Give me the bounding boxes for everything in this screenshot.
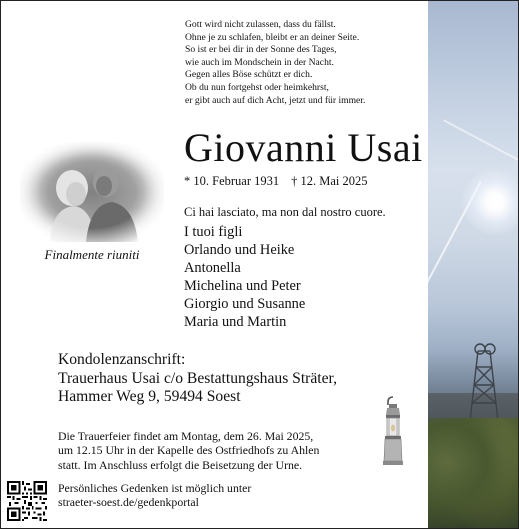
family-list [184, 223, 305, 331]
poem-line: Ob du nun fortgehst oder heimkehrst, [185, 81, 329, 93]
poem-line: Gott wird nicht zulassen, dass du fällst. [185, 19, 336, 30]
poem-line: Gegen alles Böse schützt er dich. [185, 69, 313, 81]
portrait-photo [20, 142, 164, 242]
service-line: um 12.15 Uhr in der Kapelle des Ostfriedhofs zu Ahlen [58, 443, 320, 458]
condolence-line: Trauerhaus Usai c/o Bestattungshaus Sträter, [58, 369, 338, 387]
poem-line: Ohne je zu schlafen, bleibt er an deiner Seite. [185, 31, 360, 43]
family-line: I tuoi figli [184, 224, 243, 240]
family-line: Michelina und Peter [184, 278, 301, 294]
trees [428, 418, 518, 528]
online-memorial-link[interactable]: straeter-soest.de/gedenkportal [58, 495, 199, 510]
contrail [443, 119, 518, 172]
headframe-tower [464, 341, 504, 421]
service-line: Die Trauerfeier findet am Montag, dem 26. Mai 2025, [58, 429, 314, 443]
miners-lamp-icon [378, 395, 408, 467]
poem [185, 19, 421, 107]
deceased-name: Giovanni Usai [184, 125, 423, 170]
poem-line: wie auch im Mondschein in der Nacht. [185, 56, 334, 68]
online-memorial [58, 481, 251, 510]
farewell-line: Ci hai lasciato, ma non dal nostro cuore. [184, 205, 386, 219]
service-line: statt. Im Anschluss erfolgt die Beisetzung der Urne. [58, 457, 303, 472]
family-line: Antonella [184, 260, 241, 276]
sun-glare [462, 169, 518, 235]
condolence-address [58, 351, 337, 407]
poem-line: er gibt auch auf dich Acht, jetzt und für immer. [185, 94, 366, 106]
death-date: † 12. Mai 2025 [291, 174, 368, 188]
funeral-service-info [58, 429, 378, 472]
poem-line: So ist er bei dir in der Sonne des Tages, [185, 44, 337, 56]
family-line: Maria und Martin [184, 314, 287, 330]
family-line: Orlando und Heike [184, 242, 295, 258]
family-line: Giorgio und Susanne [184, 296, 306, 312]
condolence-line: Hammer Weg 9, 59494 Soest [58, 388, 241, 405]
condolence-heading: Kondolenzanschrift: [58, 351, 186, 368]
portrait-caption: Finalmente riuniti [44, 247, 140, 262]
birth-date: * 10. Februar 1931 [184, 174, 280, 188]
online-memorial-text: Persönliches Gedenken ist möglich unter [58, 481, 252, 495]
qr-code-icon[interactable] [7, 481, 47, 521]
sky-landscape-photo [428, 1, 518, 528]
life-dates [184, 174, 368, 189]
